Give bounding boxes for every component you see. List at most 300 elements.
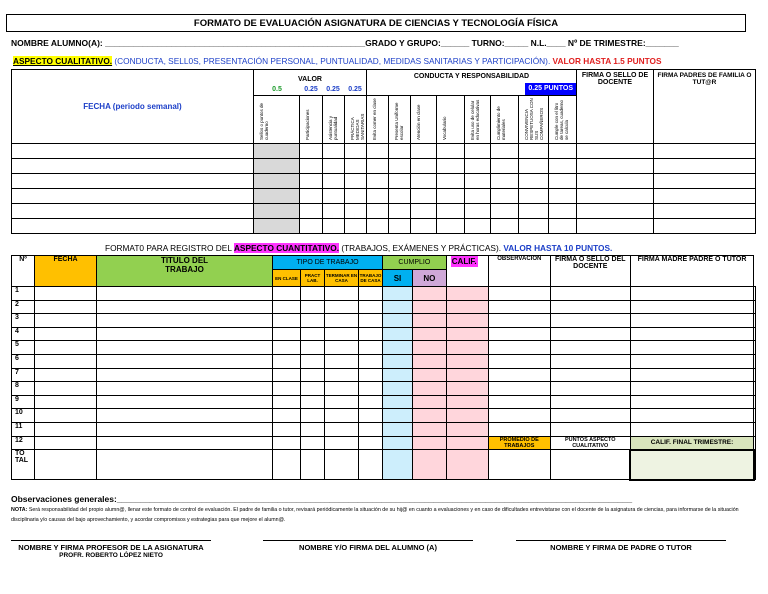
teacher-sig-header: FIRMA O SELLO DE DOCENTE <box>577 70 654 144</box>
quantitative-cell[interactable] <box>446 436 488 450</box>
quantitative-cell[interactable] <box>325 300 359 314</box>
quantitative-cell[interactable] <box>359 341 383 355</box>
quantitative-cell[interactable] <box>446 395 488 409</box>
quantitative-cell[interactable] <box>630 450 754 480</box>
qualitative-cell[interactable] <box>389 204 411 219</box>
criterion-label: Sellos o puntos de cuaderno <box>259 102 269 140</box>
quantitative-cell[interactable] <box>359 314 383 328</box>
quantitative-cell[interactable] <box>325 450 359 480</box>
col-title-header: TITULO DEL TRABAJO <box>97 256 273 287</box>
qualitative-cell[interactable] <box>322 174 344 189</box>
quantitative-cell[interactable] <box>301 287 325 301</box>
quantitative-cell[interactable] <box>301 382 325 396</box>
quantitative-cell[interactable] <box>488 450 550 480</box>
qualitative-cell[interactable] <box>300 144 322 159</box>
qualitative-cell[interactable] <box>491 189 519 204</box>
quantitative-cell[interactable] <box>97 436 273 450</box>
quantitative-row[interactable] <box>12 436 756 450</box>
quantitative-cell[interactable] <box>35 395 97 409</box>
quantitative-cell[interactable] <box>754 287 756 301</box>
qualitative-cell[interactable] <box>577 174 654 189</box>
quantitative-cell[interactable] <box>488 314 550 328</box>
qualitative-row[interactable] <box>12 159 756 174</box>
quantitative-cell[interactable] <box>325 382 359 396</box>
qualitative-cell[interactable] <box>322 144 344 159</box>
qualitative-cell[interactable] <box>12 144 254 159</box>
quantitative-cell[interactable] <box>488 287 550 301</box>
quantitative-cell[interactable] <box>413 368 447 382</box>
quantitative-cell[interactable] <box>301 436 325 450</box>
qualitative-cell[interactable] <box>491 174 519 189</box>
qualitative-row[interactable] <box>12 174 756 189</box>
quantitative-cell[interactable] <box>488 327 550 341</box>
qualitative-cell[interactable] <box>577 204 654 219</box>
qualitative-cell[interactable] <box>549 189 577 204</box>
quantitative-cell[interactable] <box>301 300 325 314</box>
quantitative-cell[interactable] <box>301 450 325 480</box>
quantitative-cell[interactable] <box>630 341 754 355</box>
quantitative-row[interactable] <box>12 368 756 382</box>
quantitative-cell[interactable] <box>550 341 630 355</box>
quantitative-cell[interactable] <box>446 450 488 480</box>
quantitative-cell[interactable] <box>446 327 488 341</box>
quantitative-cell[interactable] <box>630 422 754 436</box>
quantitative-cell[interactable] <box>630 314 754 328</box>
quantitative-prefix: FORMAT0 PARA REGISTRO DEL <box>105 243 234 253</box>
quantitative-cell[interactable] <box>413 436 447 450</box>
quantitative-row[interactable] <box>12 354 756 368</box>
quantitative-cell[interactable] <box>97 422 273 436</box>
quantitative-cell[interactable] <box>754 395 756 409</box>
quantitative-cell[interactable] <box>301 314 325 328</box>
quantitative-row[interactable] <box>12 409 756 423</box>
qualitative-cell[interactable] <box>465 219 491 234</box>
quantitative-cell[interactable] <box>446 300 488 314</box>
quantitative-cell[interactable] <box>97 450 273 480</box>
quantitative-cell[interactable] <box>383 382 413 396</box>
qualitative-cell[interactable] <box>437 144 465 159</box>
qualitative-cell[interactable] <box>389 144 411 159</box>
quantitative-cell[interactable] <box>325 327 359 341</box>
quantitative-cell[interactable] <box>35 327 97 341</box>
quantitative-cell[interactable] <box>273 287 301 301</box>
quantitative-cell[interactable] <box>97 382 273 396</box>
quantitative-cell[interactable] <box>630 382 754 396</box>
quantitative-cell[interactable] <box>273 382 301 396</box>
quantitative-cell[interactable] <box>413 450 447 480</box>
qualitative-cell[interactable] <box>344 204 366 219</box>
qualitative-cell[interactable] <box>465 174 491 189</box>
quantitative-cell[interactable] <box>301 341 325 355</box>
quantitative-cell[interactable] <box>325 422 359 436</box>
quantitative-cell[interactable] <box>383 395 413 409</box>
qualitative-cell[interactable] <box>519 189 549 204</box>
quantitative-cell[interactable] <box>446 287 488 301</box>
quantitative-cell[interactable] <box>630 395 754 409</box>
row-number: 2 <box>12 300 35 314</box>
quantitative-cell[interactable] <box>446 422 488 436</box>
quantitative-cell[interactable] <box>754 409 756 423</box>
quantitative-cell[interactable] <box>35 409 97 423</box>
qualitative-cell[interactable] <box>654 219 756 234</box>
quantitative-cell[interactable] <box>383 436 413 450</box>
quantitative-cell[interactable] <box>754 354 756 368</box>
quantitative-cell[interactable] <box>383 450 413 480</box>
qualitative-cell[interactable] <box>549 144 577 159</box>
qualitative-cell[interactable] <box>437 204 465 219</box>
quantitative-cell[interactable] <box>488 354 550 368</box>
qualitative-cell[interactable] <box>577 144 654 159</box>
quantitative-cell[interactable] <box>325 436 359 450</box>
qualitative-cell[interactable] <box>411 219 437 234</box>
quantitative-cell[interactable] <box>273 354 301 368</box>
quantitative-cell[interactable] <box>550 314 630 328</box>
quantitative-row[interactable] <box>12 314 756 328</box>
quantitative-cell[interactable] <box>273 314 301 328</box>
quantitative-cell[interactable] <box>301 395 325 409</box>
quantitative-cell[interactable] <box>413 382 447 396</box>
qualitative-cell[interactable] <box>322 159 344 174</box>
quantitative-cell[interactable] <box>325 314 359 328</box>
quantitative-cell[interactable] <box>413 422 447 436</box>
quantitative-cell[interactable] <box>359 450 383 480</box>
quantitative-cell[interactable] <box>273 436 301 450</box>
teacher-signature[interactable] <box>11 540 211 559</box>
qualitative-cell[interactable] <box>519 204 549 219</box>
quantitative-cell[interactable] <box>754 450 756 480</box>
qualitative-cell[interactable] <box>519 174 549 189</box>
quantitative-cell[interactable] <box>630 368 754 382</box>
qualitative-cell[interactable] <box>389 159 411 174</box>
quantitative-cell[interactable] <box>550 300 630 314</box>
quantitative-cell[interactable] <box>301 409 325 423</box>
qualitative-cell[interactable] <box>654 174 756 189</box>
quantitative-cell[interactable] <box>754 327 756 341</box>
quantitative-cell[interactable] <box>35 341 97 355</box>
qualitative-cell[interactable] <box>322 189 344 204</box>
date-header: FECHA (periodo semanal) <box>12 70 254 144</box>
qualitative-cell[interactable] <box>411 144 437 159</box>
qualitative-cell[interactable] <box>367 219 389 234</box>
qualitative-cell[interactable] <box>491 144 519 159</box>
quantitative-cell[interactable] <box>488 409 550 423</box>
quantitative-row[interactable] <box>12 395 756 409</box>
qualitative-cell[interactable] <box>254 174 300 189</box>
qualitative-cell[interactable] <box>411 174 437 189</box>
qualitative-cell[interactable] <box>344 174 366 189</box>
quantitative-cell[interactable] <box>754 422 756 436</box>
quantitative-cell[interactable] <box>383 341 413 355</box>
quantitative-cell[interactable] <box>383 300 413 314</box>
quantitative-row[interactable] <box>12 450 756 480</box>
quantitative-cell[interactable] <box>359 422 383 436</box>
qualitative-cell[interactable] <box>491 159 519 174</box>
qualitative-cell[interactable] <box>12 189 254 204</box>
qualitative-cell[interactable] <box>577 219 654 234</box>
quantitative-cell[interactable] <box>383 422 413 436</box>
quantitative-row[interactable] <box>12 287 756 301</box>
quantitative-desc: (TRABAJOS, EXÁMENES Y PRÁCTICAS). <box>339 243 502 253</box>
note-paragraph <box>11 505 756 525</box>
quantitative-cell[interactable] <box>413 341 447 355</box>
qualitative-cell[interactable] <box>254 144 300 159</box>
qualitative-cell[interactable] <box>344 219 366 234</box>
qualitative-cell[interactable] <box>577 189 654 204</box>
quantitative-cell[interactable] <box>754 314 756 328</box>
qualitative-cell[interactable] <box>654 144 756 159</box>
quantitative-cell[interactable] <box>413 409 447 423</box>
points-cell: 0.25 <box>348 85 362 93</box>
quantitative-cell[interactable] <box>359 354 383 368</box>
quantitative-cell[interactable] <box>413 300 447 314</box>
qualitative-cell[interactable] <box>300 204 322 219</box>
qualitative-cell[interactable] <box>300 189 322 204</box>
qualitative-cell[interactable] <box>519 159 549 174</box>
quantitative-cell[interactable] <box>359 327 383 341</box>
type-en-clase: EN CLASE <box>273 270 301 287</box>
qualitative-row[interactable] <box>12 189 756 204</box>
quantitative-cell[interactable] <box>97 341 273 355</box>
quantitative-cell[interactable] <box>550 395 630 409</box>
qualitative-cell[interactable] <box>344 144 366 159</box>
quantitative-cell[interactable] <box>383 287 413 301</box>
qualitative-cell[interactable] <box>465 144 491 159</box>
quantitative-cell[interactable] <box>325 287 359 301</box>
quantitative-cell[interactable] <box>97 327 273 341</box>
quantitative-cell[interactable] <box>383 354 413 368</box>
quantitative-cell[interactable] <box>359 409 383 423</box>
note-text: Será responsabilidad del propio alumn@, llenar este formato de control de evaluación. El padre de familia o tutor, revisará periódicamente la situación de su hij@ en cuanto a evaluaciones y en caso de dificultades entrevistarse con el docente de la asignatura de ciencias, para informarse de la situación disciplinaria y/o causas del bajo aprovechamiento, y acordar compromisos y estrategias para que mejore el alumn@. <box>11 507 739 523</box>
qualitative-cell[interactable] <box>577 159 654 174</box>
qualitative-cell[interactable] <box>12 174 254 189</box>
qualitative-cell[interactable] <box>322 219 344 234</box>
qualitative-cell[interactable] <box>549 204 577 219</box>
quantitative-cell[interactable] <box>35 314 97 328</box>
quantitative-cell[interactable] <box>446 409 488 423</box>
quantitative-cell[interactable] <box>35 287 97 301</box>
quantitative-cell[interactable] <box>359 382 383 396</box>
quantitative-cell[interactable] <box>97 314 273 328</box>
quantitative-cell[interactable] <box>488 395 550 409</box>
quantitative-cell[interactable] <box>97 300 273 314</box>
parent-sig-header: FIRMA PADRES DE FAMILIA O TUT@R <box>654 70 756 144</box>
quantitative-cell[interactable] <box>273 368 301 382</box>
qualitative-cell[interactable] <box>254 159 300 174</box>
qualitative-cell[interactable] <box>549 219 577 234</box>
quantitative-cell[interactable] <box>630 300 754 314</box>
qualitative-cell[interactable] <box>654 159 756 174</box>
quantitative-cell[interactable] <box>550 287 630 301</box>
quantitative-cell[interactable] <box>446 341 488 355</box>
quantitative-cell[interactable] <box>630 327 754 341</box>
quantitative-cell[interactable] <box>754 300 756 314</box>
quantitative-cell[interactable] <box>273 341 301 355</box>
qualitative-cell[interactable] <box>254 219 300 234</box>
quantitative-cell[interactable] <box>359 436 383 450</box>
qualitative-cell[interactable] <box>437 219 465 234</box>
quantitative-cell[interactable] <box>446 368 488 382</box>
quantitative-cell[interactable] <box>35 450 97 480</box>
quantitative-row[interactable] <box>12 327 756 341</box>
observations-label[interactable]: Observaciones generales:_____________________________________________________________________________________________________________ <box>11 494 633 504</box>
qualitative-cell[interactable] <box>367 159 389 174</box>
quantitative-cell[interactable] <box>550 409 630 423</box>
quantitative-cell[interactable] <box>325 409 359 423</box>
qualitative-cell[interactable] <box>465 189 491 204</box>
qualitative-cell[interactable] <box>411 159 437 174</box>
quantitative-cell[interactable] <box>383 409 413 423</box>
quantitative-cell[interactable] <box>446 354 488 368</box>
quantitative-cell[interactable] <box>359 300 383 314</box>
quantitative-cell[interactable] <box>359 368 383 382</box>
quantitative-cell[interactable] <box>413 327 447 341</box>
quantitative-cell[interactable] <box>273 409 301 423</box>
quantitative-cell[interactable] <box>754 341 756 355</box>
student-signature[interactable]: NOMBRE Y/O FIRMA DEL ALUMNO (A) <box>263 540 473 552</box>
quantitative-cell[interactable] <box>754 368 756 382</box>
qualitative-cell[interactable] <box>300 159 322 174</box>
quantitative-cell[interactable] <box>97 409 273 423</box>
quantitative-cell[interactable] <box>35 368 97 382</box>
quantitative-cell[interactable] <box>754 436 756 450</box>
points-cell: 0.25 <box>304 85 318 93</box>
quantitative-cell[interactable] <box>325 368 359 382</box>
quantitative-cell[interactable] <box>97 287 273 301</box>
quantitative-cell[interactable] <box>273 422 301 436</box>
quantitative-cell[interactable] <box>488 382 550 396</box>
quantitative-cell[interactable] <box>97 395 273 409</box>
qualitative-row[interactable] <box>12 204 756 219</box>
quantitative-cell[interactable] <box>97 368 273 382</box>
quantitative-cell[interactable] <box>550 354 630 368</box>
qualitative-cell[interactable] <box>367 204 389 219</box>
qualitative-cell[interactable] <box>322 204 344 219</box>
qualitative-cell[interactable] <box>465 159 491 174</box>
quantitative-cell[interactable] <box>413 354 447 368</box>
qualitative-cell[interactable] <box>437 159 465 174</box>
qualitative-cell[interactable] <box>367 144 389 159</box>
quantitative-cell[interactable] <box>488 422 550 436</box>
quantitative-cell[interactable] <box>413 287 447 301</box>
quantitative-cell[interactable] <box>488 368 550 382</box>
quantitative-cell[interactable] <box>446 382 488 396</box>
quantitative-cell[interactable] <box>550 382 630 396</box>
quantitative-cell[interactable] <box>550 450 630 480</box>
quantitative-cell[interactable] <box>97 354 273 368</box>
qualitative-cell[interactable] <box>465 204 491 219</box>
quantitative-row[interactable] <box>12 382 756 396</box>
quantitative-cell[interactable] <box>325 354 359 368</box>
qualitative-cell[interactable] <box>654 189 756 204</box>
qualitative-cell[interactable] <box>12 219 254 234</box>
qualitative-cell[interactable] <box>389 189 411 204</box>
row-number: 8 <box>12 382 35 396</box>
qualitative-row[interactable] <box>12 144 756 159</box>
quantitative-cell[interactable] <box>359 287 383 301</box>
qualitative-cell[interactable] <box>654 204 756 219</box>
quantitative-cell[interactable] <box>383 314 413 328</box>
qualitative-cell[interactable] <box>12 204 254 219</box>
qualitative-cell[interactable] <box>389 174 411 189</box>
qualitative-cell[interactable] <box>519 219 549 234</box>
quantitative-cell[interactable] <box>273 327 301 341</box>
qualitative-cell[interactable] <box>300 174 322 189</box>
quantitative-cell[interactable] <box>301 368 325 382</box>
quantitative-cell[interactable] <box>413 395 447 409</box>
quantitative-cell[interactable] <box>273 450 301 480</box>
quantitative-cell[interactable] <box>383 368 413 382</box>
quantitative-cell[interactable] <box>273 395 301 409</box>
final-label: CALIF. FINAL TRIMESTRE: <box>630 436 754 450</box>
qualitative-cell[interactable] <box>344 189 366 204</box>
qualitative-cell[interactable] <box>367 189 389 204</box>
quantitative-cell[interactable] <box>488 300 550 314</box>
quantitative-cell[interactable] <box>630 409 754 423</box>
quantitative-cell[interactable] <box>35 300 97 314</box>
quantitative-cell[interactable] <box>325 395 359 409</box>
quantitative-cell[interactable] <box>35 382 97 396</box>
qualitative-cell[interactable] <box>411 189 437 204</box>
quantitative-cell[interactable] <box>359 395 383 409</box>
quantitative-cell[interactable] <box>413 314 447 328</box>
qualitative-cell[interactable] <box>491 219 519 234</box>
qualitative-row[interactable] <box>12 219 756 234</box>
quantitative-cell[interactable] <box>446 314 488 328</box>
quantitative-cell[interactable] <box>35 422 97 436</box>
qualitative-cell[interactable] <box>367 174 389 189</box>
quantitative-cell[interactable] <box>383 327 413 341</box>
student-info-line[interactable]: NOMBRE ALUMNO(A): _______________________________________________________GRADO Y GRUPO:______ TURNO:_____ N.L.____ Nº DE TRIMESTRE:_______ <box>11 38 679 48</box>
cumplio-no: NO <box>413 270 447 287</box>
col-date-header: FECHA <box>35 256 97 287</box>
qualitative-cell[interactable] <box>411 204 437 219</box>
quantitative-row[interactable] <box>12 300 756 314</box>
col-type-header: TIPO DE TRABAJO <box>273 256 383 270</box>
qualitative-cell[interactable] <box>549 159 577 174</box>
quantitative-label: ASPECTO CUANTITATIVO. <box>233 243 340 253</box>
qualitative-cell[interactable] <box>519 144 549 159</box>
qualitative-cell[interactable] <box>389 219 411 234</box>
qualitative-cell[interactable] <box>12 159 254 174</box>
qualitative-cell[interactable] <box>344 159 366 174</box>
qualitative-cell[interactable] <box>254 204 300 219</box>
quantitative-cell[interactable] <box>301 422 325 436</box>
qualitative-cell[interactable] <box>254 189 300 204</box>
quantitative-cell[interactable] <box>35 436 97 450</box>
quantitative-cell[interactable] <box>488 341 550 355</box>
quantitative-cell[interactable] <box>35 354 97 368</box>
quantitative-cell[interactable] <box>754 382 756 396</box>
parent-signature[interactable]: NOMBRE Y FIRMA DE PADRE O TUTOR <box>516 540 726 552</box>
quantitative-cell[interactable] <box>301 354 325 368</box>
quantitative-cell[interactable] <box>550 422 630 436</box>
quantitative-cell[interactable] <box>550 368 630 382</box>
qualitative-cell[interactable] <box>300 219 322 234</box>
quantitative-cell[interactable] <box>301 327 325 341</box>
quantitative-row[interactable] <box>12 422 756 436</box>
quantitative-cell[interactable] <box>550 327 630 341</box>
qualitative-cell[interactable] <box>437 174 465 189</box>
qualitative-cell[interactable] <box>437 189 465 204</box>
qualitative-cell[interactable] <box>549 174 577 189</box>
qualitative-cell[interactable] <box>491 204 519 219</box>
quantitative-cell[interactable] <box>325 341 359 355</box>
quantitative-row[interactable] <box>12 341 756 355</box>
quantitative-cell[interactable] <box>273 300 301 314</box>
quantitative-cell[interactable] <box>630 354 754 368</box>
criterion-label: Vocabulario <box>442 116 447 140</box>
quantitative-cell[interactable] <box>630 287 754 301</box>
